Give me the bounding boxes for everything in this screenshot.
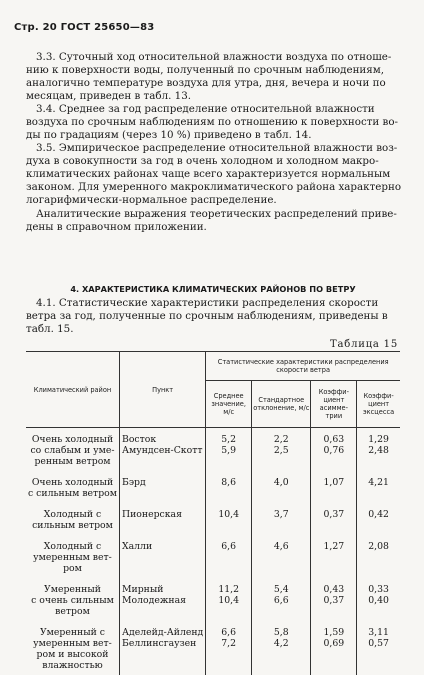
region-cell-line: умеренным вет- [28, 552, 117, 563]
asym-cell [311, 428, 357, 472]
text-line: 3.3. Суточный ход относительной влажности воздуха по отноше- [26, 51, 400, 64]
mean-cell [206, 428, 252, 472]
mean-cell-line: 6,6 [208, 627, 249, 638]
col-header-exc: Коэффи-циент эксцесса [357, 381, 400, 428]
exc-cell [357, 621, 400, 675]
region-cell-line: с сильным ветром [28, 488, 117, 499]
text-line: законом. Для умеренного макроклиматического района характерно [26, 181, 400, 194]
table-row [26, 428, 400, 472]
paragraph-4-1 [26, 297, 400, 336]
table-row [26, 471, 400, 503]
asym-cell-line: 0,69 [313, 638, 354, 649]
region-cell-line: ренным ветром [28, 456, 117, 467]
table-row [26, 621, 400, 675]
mean-cell-line: 10,4 [208, 509, 249, 520]
text-line: Аналитические выражения теоретических распределений приве- [26, 208, 400, 221]
std-cell-line: 4,6 [254, 541, 308, 552]
asym-cell [311, 621, 357, 675]
text-line: 3.4. Среднее за год распределение относительной влажности [26, 103, 400, 116]
asym-cell-line: 0,63 [313, 434, 354, 445]
asym-cell-line: 0,37 [313, 509, 354, 520]
region-cell-line: Очень холодный [28, 477, 117, 488]
std-cell-line: 6,6 [254, 595, 308, 606]
region-cell [26, 535, 119, 578]
std-cell-line: 3,7 [254, 509, 308, 520]
asym-cell-line: 0,43 [313, 584, 354, 595]
station-cell-line: Мирный [122, 584, 203, 595]
region-cell-line: Холодный с [28, 541, 117, 552]
mean-cell-line: 5,9 [208, 445, 249, 456]
region-cell [26, 578, 119, 621]
asym-cell [311, 578, 357, 621]
mean-cell-line: 11,2 [208, 584, 249, 595]
std-cell [252, 535, 311, 578]
exc-cell [357, 471, 400, 503]
paragraph-3-5 [26, 142, 400, 207]
mean-cell-line: 7,2 [208, 638, 249, 649]
station-cell-line: Беллинсгаузен [122, 638, 203, 649]
text-line: 4.1. Статистические характеристики распределения скорости [26, 297, 400, 310]
asym-cell-line: 0,76 [313, 445, 354, 456]
mean-cell [206, 621, 252, 675]
col-header-mean: Среднее значение, м/с [206, 381, 252, 428]
exc-cell [357, 535, 400, 578]
std-cell [252, 503, 311, 535]
paragraph-3-4 [26, 103, 400, 142]
text-line: дены в справочном приложении. [26, 221, 400, 234]
station-cell [119, 535, 205, 578]
table-row [26, 535, 400, 578]
col-header-group: Статистические характеристики распределения скорости ветра [206, 352, 400, 381]
station-cell [119, 471, 205, 503]
asym-cell [311, 503, 357, 535]
exc-cell-line: 0,40 [359, 595, 398, 606]
wind-statistics-table [26, 351, 400, 675]
station-cell-line: Бэрд [122, 477, 203, 488]
asym-cell-line: 1,07 [313, 477, 354, 488]
text-line: 3.5. Эмпирическое распределение относительной влажности воз- [26, 142, 400, 155]
asym-cell-line: 0,37 [313, 595, 354, 606]
region-cell [26, 471, 119, 503]
std-cell [252, 471, 311, 503]
col-header-station: Пункт [119, 352, 205, 428]
text-line: табл. 15. [26, 323, 400, 336]
std-cell-line: 2,2 [254, 434, 308, 445]
col-header-asym: Коэффи-циент асимме-трии [311, 381, 357, 428]
mean-cell [206, 578, 252, 621]
region-cell-line: Умеренный с [28, 627, 117, 638]
region-cell-line: Умеренный [28, 584, 117, 595]
exc-cell-line: 2,48 [359, 445, 398, 456]
region-cell-line: с очень сильным [28, 595, 117, 606]
asym-cell [311, 471, 357, 503]
page-header: Стр. 20 ГОСТ 25650—83 [14, 22, 154, 33]
std-cell-line: 4,2 [254, 638, 308, 649]
table-body [26, 428, 400, 675]
region-cell-line: ром [28, 563, 117, 574]
exc-cell-line: 2,08 [359, 541, 398, 552]
exc-cell-line: 3,11 [359, 627, 398, 638]
exc-cell-line: 0,42 [359, 509, 398, 520]
col-header-region: Климатический район [26, 352, 119, 428]
region-cell [26, 428, 119, 472]
std-cell [252, 428, 311, 472]
mean-cell [206, 471, 252, 503]
region-cell-line: Очень холодный [28, 434, 117, 445]
region-cell-line: влажностью [28, 660, 117, 671]
mean-cell-line: 5,2 [208, 434, 249, 445]
asym-cell [311, 535, 357, 578]
col-header-std: Стандартное отклонение, м/с [252, 381, 311, 428]
station-cell-line: Аделейд-Айленд [122, 627, 203, 638]
station-cell-line: Молодежная [122, 595, 203, 606]
exc-cell [357, 503, 400, 535]
text-line: ды по градациям (через 10 %) приведено в табл. 14. [26, 129, 400, 142]
station-cell-line: Пионерская [122, 509, 203, 520]
exc-cell [357, 428, 400, 472]
exc-cell-line: 1,29 [359, 434, 398, 445]
std-cell-line: 5,4 [254, 584, 308, 595]
std-cell-line: 5,8 [254, 627, 308, 638]
std-cell [252, 578, 311, 621]
mean-cell-line: 10,4 [208, 595, 249, 606]
exc-cell-line: 0,57 [359, 638, 398, 649]
region-cell-line: Холодный с [28, 509, 117, 520]
text-line: духа в совокупности за год в очень холодном и холодном макро- [26, 155, 400, 168]
station-cell [119, 621, 205, 675]
std-cell-line: 2,5 [254, 445, 308, 456]
table-row [26, 503, 400, 535]
region-cell [26, 621, 119, 675]
text-line: воздуха по срочным наблюдениям по отношению к поверхности во- [26, 116, 400, 129]
std-cell-line: 4,0 [254, 477, 308, 488]
region-cell [26, 503, 119, 535]
region-cell-line: со слабым и уме- [28, 445, 117, 456]
text-line: нию к поверхности воды, полученный по срочным наблюдениям, [26, 64, 400, 77]
station-cell [119, 428, 205, 472]
mean-cell-line: 6,6 [208, 541, 249, 552]
mean-cell-line: 8,6 [208, 477, 249, 488]
paragraph-3-3 [26, 51, 400, 103]
text-line: месяцам, приведен в табл. 13. [26, 90, 400, 103]
exc-cell [357, 578, 400, 621]
station-cell [119, 503, 205, 535]
section-title: 4. ХАРАКТЕРИСТИКА КЛИМАТИЧЕСКИХ РАЙОНОВ ПО ВЕТРУ [26, 284, 400, 294]
table-row [26, 578, 400, 621]
asym-cell-line: 1,59 [313, 627, 354, 638]
text-line: логарифмически-нормальное распределение. [26, 194, 400, 207]
paragraph-analytic [26, 208, 400, 234]
region-cell-line: ром и высокой [28, 649, 117, 660]
text-line: климатических районах чаще всего характеризуется нормальным [26, 168, 400, 181]
region-cell-line: умеренным вет- [28, 638, 117, 649]
region-cell-line: ветром [28, 606, 117, 617]
table-caption: Таблица 15 [330, 339, 398, 350]
text-line: аналогично температуре воздуха для утра, дня, вечера и ночи по [26, 77, 400, 90]
station-cell-line: Амундсен-Скотт [122, 445, 203, 456]
std-cell [252, 621, 311, 675]
station-cell-line: Восток [122, 434, 203, 445]
mean-cell [206, 503, 252, 535]
mean-cell [206, 535, 252, 578]
text-line: ветра за год, полученные по срочным наблюдениям, приведены в [26, 310, 400, 323]
station-cell-line: Халли [122, 541, 203, 552]
exc-cell-line: 4,21 [359, 477, 398, 488]
exc-cell-line: 0,33 [359, 584, 398, 595]
station-cell [119, 578, 205, 621]
asym-cell-line: 1,27 [313, 541, 354, 552]
region-cell-line: сильным ветром [28, 520, 117, 531]
